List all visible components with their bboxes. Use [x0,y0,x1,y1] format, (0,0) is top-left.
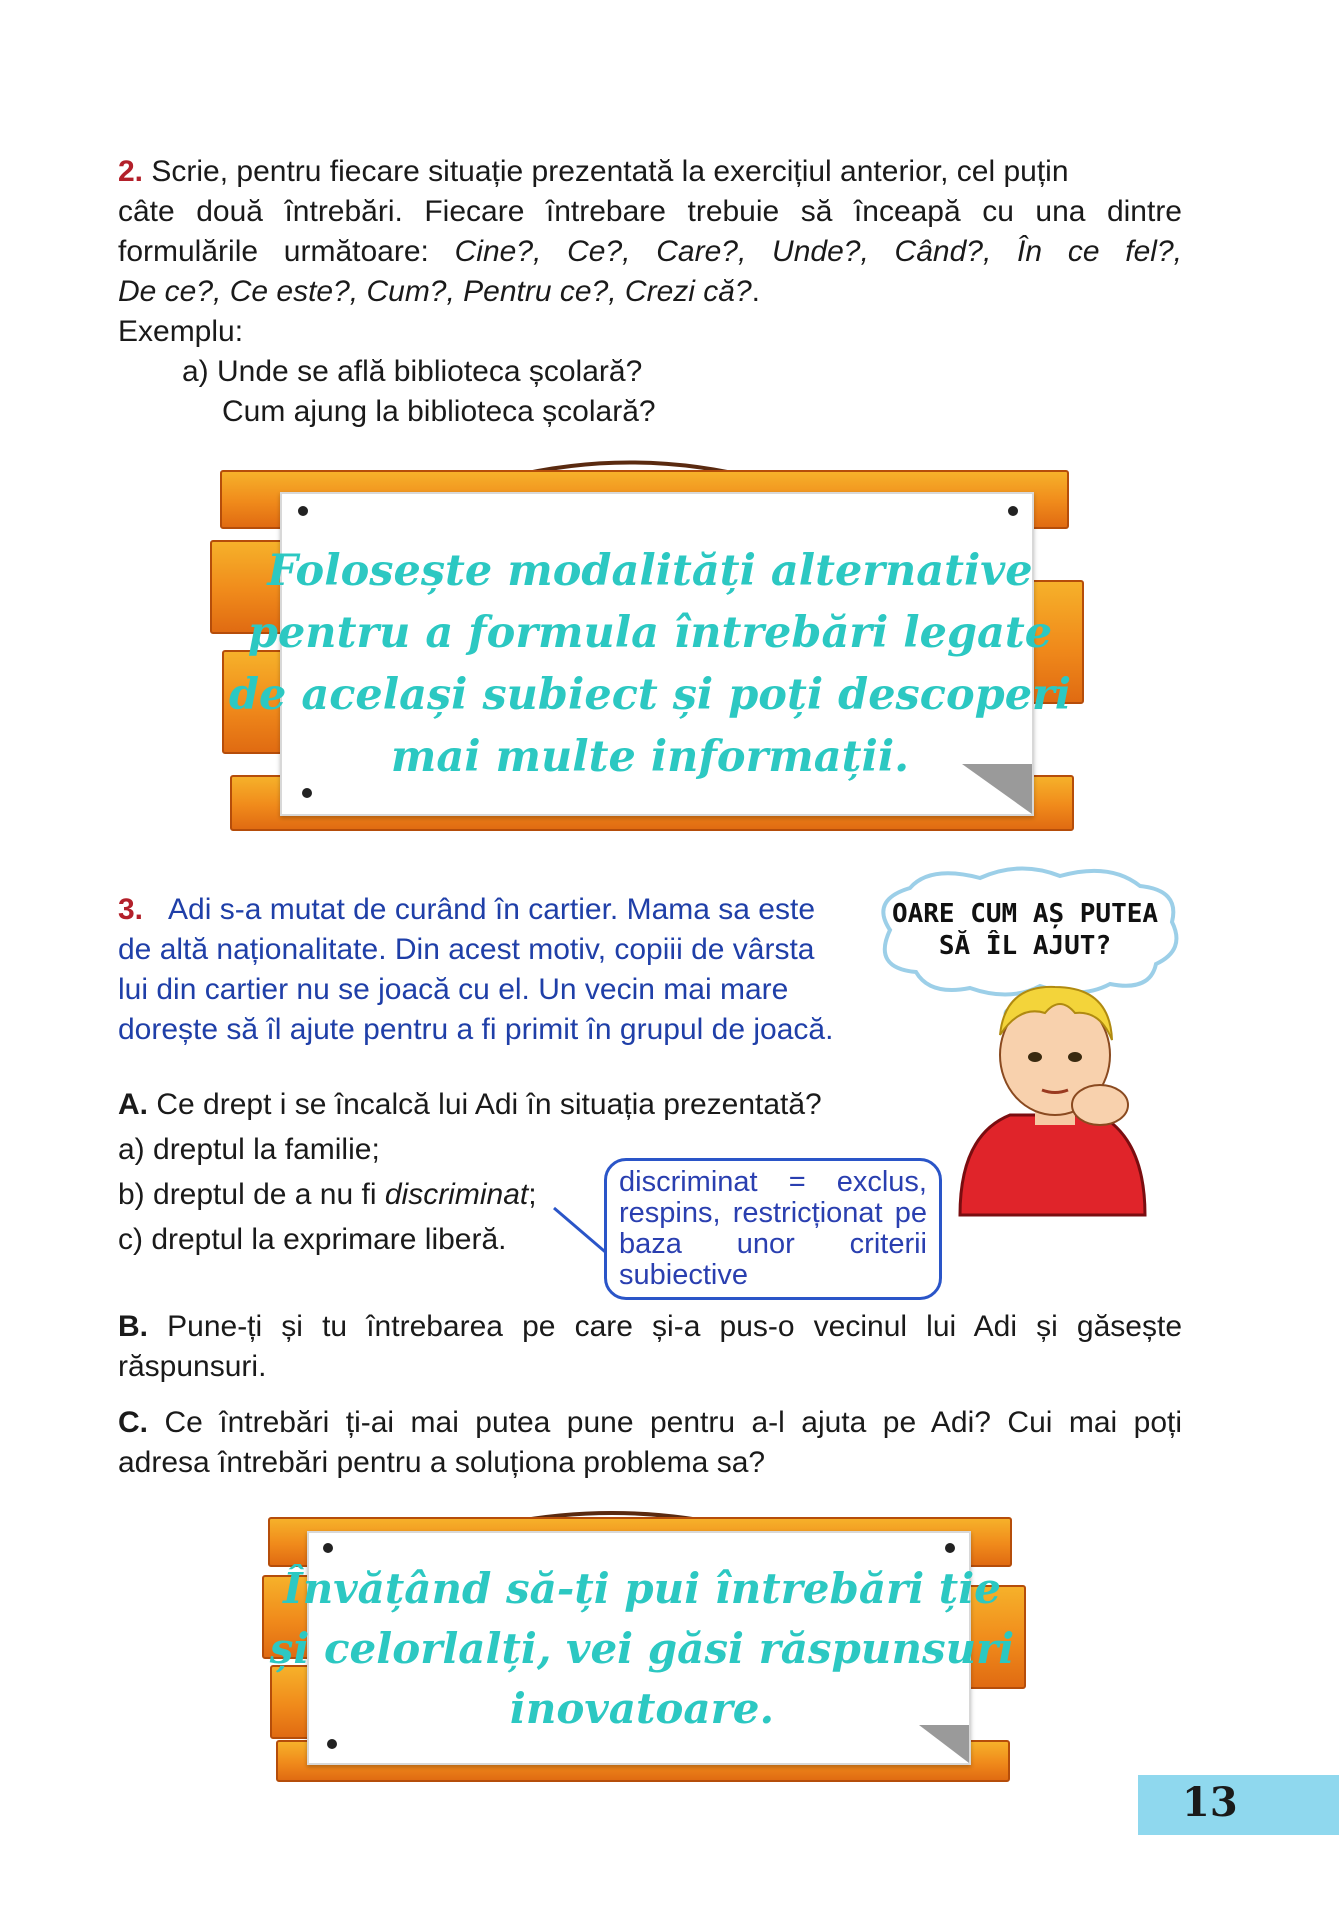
exercise-3-line-4: dorește să îl ajute pentru a fi primit în grupul de joacă. [118,1013,834,1046]
tip-sign-1 [210,440,1090,840]
exercise-3-line-3: lui din cartier nu se joacă cu el. Un vecin mai mare [118,973,789,1006]
option-c: c) dreptul la exprimare liberă. [118,1223,507,1256]
exercise-2-line-4: De ce?, Ce este?, Cum?, Pentru ce?, Crezi că?. [118,275,760,308]
exercise-number: 2. [118,155,144,188]
question-c-line-2: adresa întrebări pentru a soluționa problema sa? [118,1446,766,1479]
example-label: Exemplu: [118,315,244,348]
pin-icon [298,506,308,516]
question-a: A. Ce drept i se încalcă lui Adi în situația prezentată? [118,1088,822,1121]
pin-icon [327,1739,337,1749]
exercise-number: 3. [118,893,144,926]
tip-text-1: Folosește modalități alternative pentru a formula întrebări legate de același subiect și poți descoperi mai multe informații. [228,546,1072,782]
pin-icon [1008,506,1018,516]
question-b-line-1: B. Pune-ți și tu întrebarea pe care și-a pus-o vecinul lui Adi și găsește [118,1310,1182,1343]
thought-text: OARE CUM AȘ PUTEA SĂ ÎL AJUT? [891,899,1159,961]
page-number: 13 [1182,1779,1238,1826]
exercise-2-line-3: formulările următoare: Cine?, Ce?, Care?, Unde?, Când?, În ce fel?, [118,235,1182,268]
question-c-line-1: C. Ce întrebări ți-ai mai putea pune pentru a-l ajuta pe Adi? Cui mai poți [118,1406,1183,1439]
example-a-2: Cum ajung la biblioteca școlară? [222,395,656,428]
tip-sign-2 [262,1495,1022,1780]
exercise-3-line-2: de altă naționalitate. Din acest motiv, copiii de vârsta [118,933,815,966]
page-number-tab [1138,1775,1339,1835]
question-b-line-2: răspunsuri. [118,1350,267,1383]
pin-icon [302,788,312,798]
example-a: a) Unde se află biblioteca școlară? [182,355,643,388]
exercise-2-line-2: câte două întrebări. Fiecare întrebare trebuie să înceapă cu una dintre [118,195,1182,228]
tip-text-2: Învățând să-ți pui întrebări ție și celorlalți, vei găsi răspunsuri inovatoare. [269,1564,1015,1733]
option-a: a) dreptul la familie; [118,1133,380,1166]
pin-icon [323,1543,333,1553]
exercise-3-line-1: 3. Adi s-a mutat de curând în cartier. Mama sa este [118,893,816,926]
option-b: b) dreptul de a nu fi discriminat; [118,1178,537,1211]
exercise-2-line-1: 2. Scrie, pentru fiecare situație prezentată la exercițiul anterior, cel puțin [118,155,1069,188]
definition-bubble: discriminat = exclus, respins, restricționat pe baza unor criterii subiective [604,1158,942,1300]
pin-icon [945,1543,955,1553]
